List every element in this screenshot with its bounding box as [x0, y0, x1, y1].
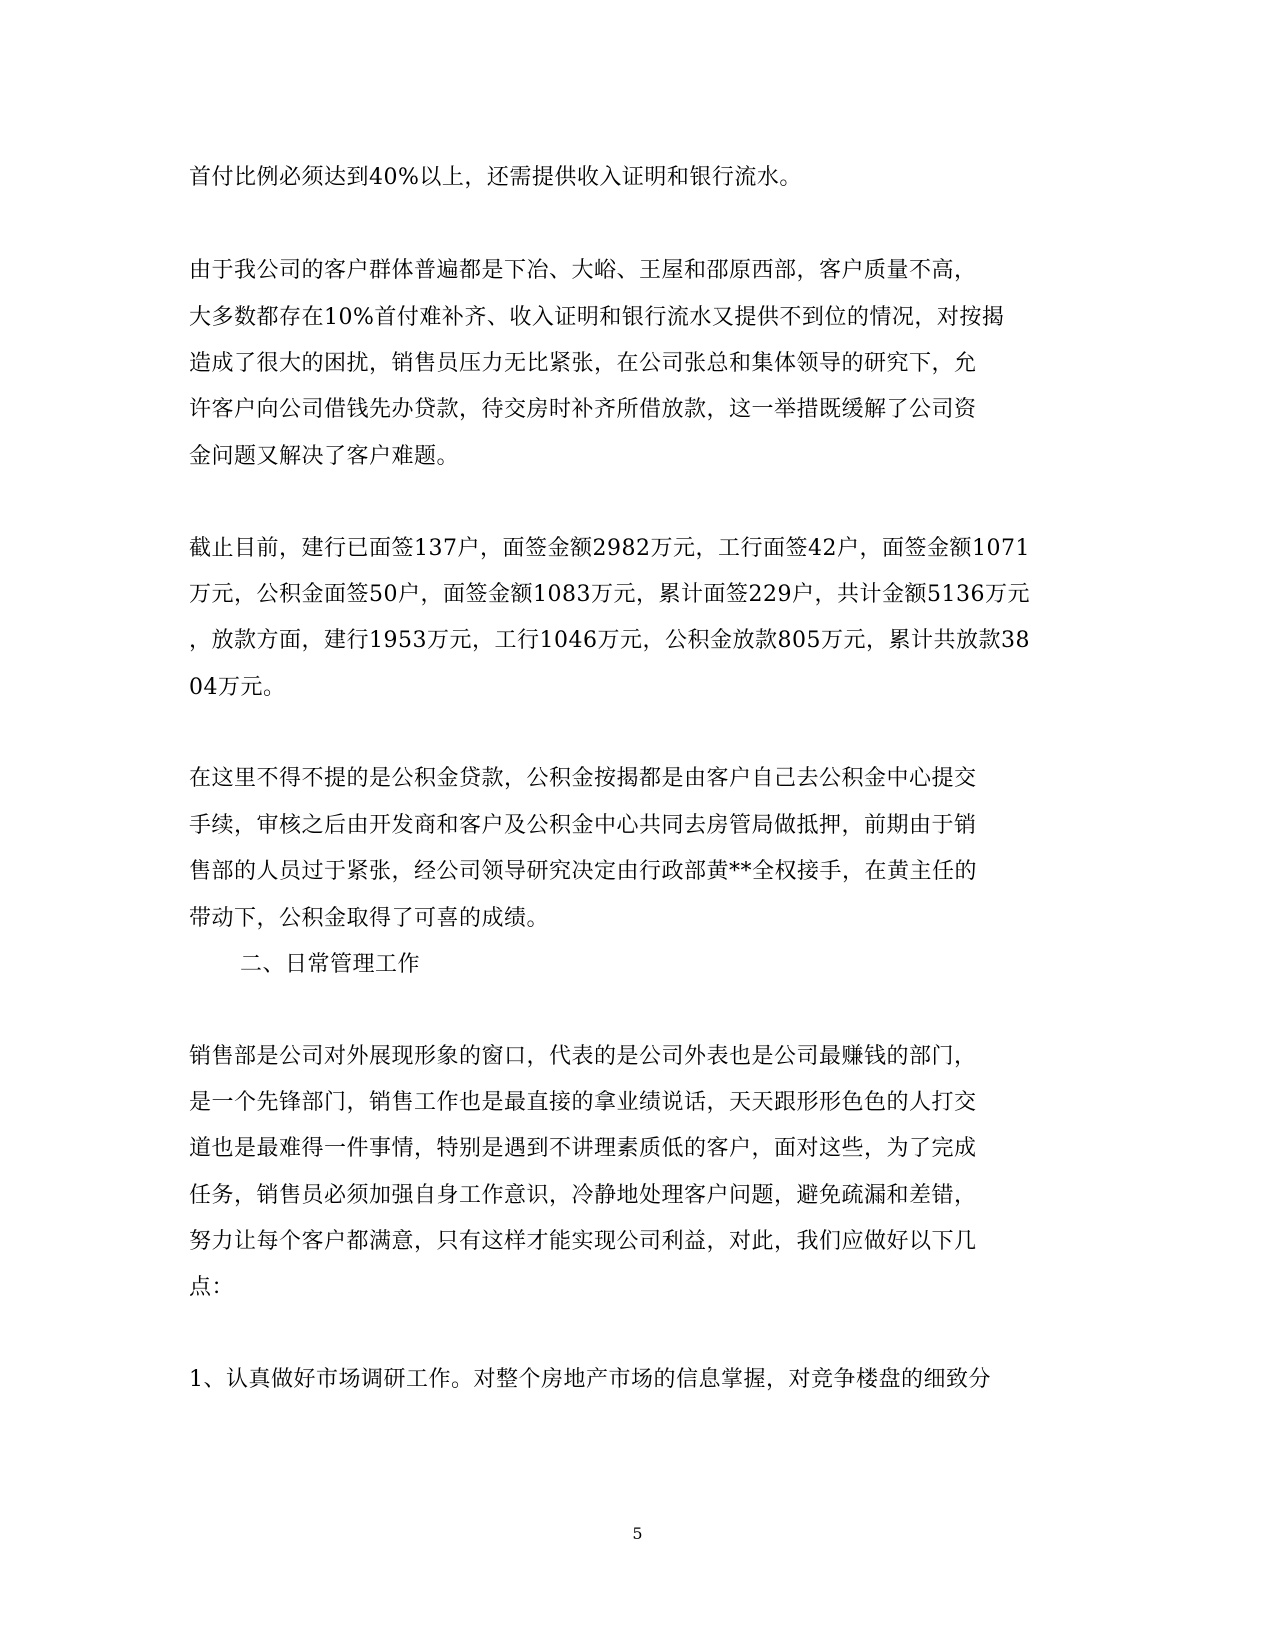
- paragraph-2-line-4: 许客户向公司借钱先办贷款，待交房时补齐所借放款，这一举措既缓解了公司资: [189, 397, 977, 422]
- paragraph-5-line-3: 道也是最难得一件事情，特别是遇到不讲理素质低的客户，面对这些，为了完成: [189, 1136, 977, 1161]
- paragraph-6-line-1: 1、认真做好市场调研工作。对整个房地产市场的信息掌握，对竞争楼盘的细致分: [189, 1367, 991, 1392]
- paragraph-5-line-5: 努力让每个客户都满意，只有这样才能实现公司利益，对此，我们应做好以下几: [189, 1229, 977, 1254]
- paragraph-2-line-2: 大多数都存在10%首付难补齐、收入证明和银行流水又提供不到位的情况，对按揭: [189, 305, 1005, 330]
- paragraph-2-line-1: 由于我公司的客户群体普遍都是下冶、大峪、王屋和邵原西部，客户质量不高，: [189, 258, 977, 283]
- page-number: 5: [632, 1524, 643, 1543]
- paragraph-4-line-1: 在这里不得不提的是公积金贷款，公积金按揭都是由客户自己去公积金中心提交: [189, 766, 977, 791]
- section-heading: 二、日常管理工作: [240, 952, 421, 977]
- paragraph-2-line-5: 金问题又解决了客户难题。: [189, 444, 460, 469]
- paragraph-3-line-3: ，放款方面，建行1953万元，工行1046万元，公积金放款805万元，累计共放款38: [189, 628, 1030, 653]
- paragraph-5-line-1: 销售部是公司对外展现形象的窗口，代表的是公司外表也是公司最赚钱的部门，: [189, 1044, 977, 1069]
- paragraph-3-line-1: 截止目前，建行已面签137户，面签金额2982万元，工行面签42户，面签金额1071: [189, 536, 1030, 561]
- paragraph-4-line-2: 手续，审核之后由开发商和客户及公积金中心共同去房管局做抵押，前期由于销: [189, 813, 977, 838]
- paragraph-2-line-3: 造成了很大的困扰，销售员压力无比紧张，在公司张总和集体领导的研究下，允: [189, 351, 977, 376]
- paragraph-5-line-4: 任务，销售员必须加强自身工作意识，冷静地处理客户问题，避免疏漏和差错，: [189, 1183, 977, 1208]
- paragraph-1-line-1: 首付比例必须达到40%以上，还需提供收入证明和银行流水。: [189, 165, 802, 190]
- paragraph-3-line-2: 万元，公积金面签50户，面签金额1083万元，累计面签229户，共计金额5136万元: [189, 582, 1030, 607]
- paragraph-5-line-2: 是一个先锋部门，销售工作也是最直接的拿业绩说话，天天跟形形色色的人打交: [189, 1090, 977, 1115]
- paragraph-5-line-6: 点：: [189, 1275, 235, 1300]
- paragraph-3-line-4: 04万元。: [189, 675, 286, 700]
- paragraph-4-line-3: 售部的人员过于紧张，经公司领导研究决定由行政部黄**全权接手，在黄主任的: [189, 859, 978, 884]
- paragraph-4-line-4: 带动下，公积金取得了可喜的成绩。: [189, 906, 550, 931]
